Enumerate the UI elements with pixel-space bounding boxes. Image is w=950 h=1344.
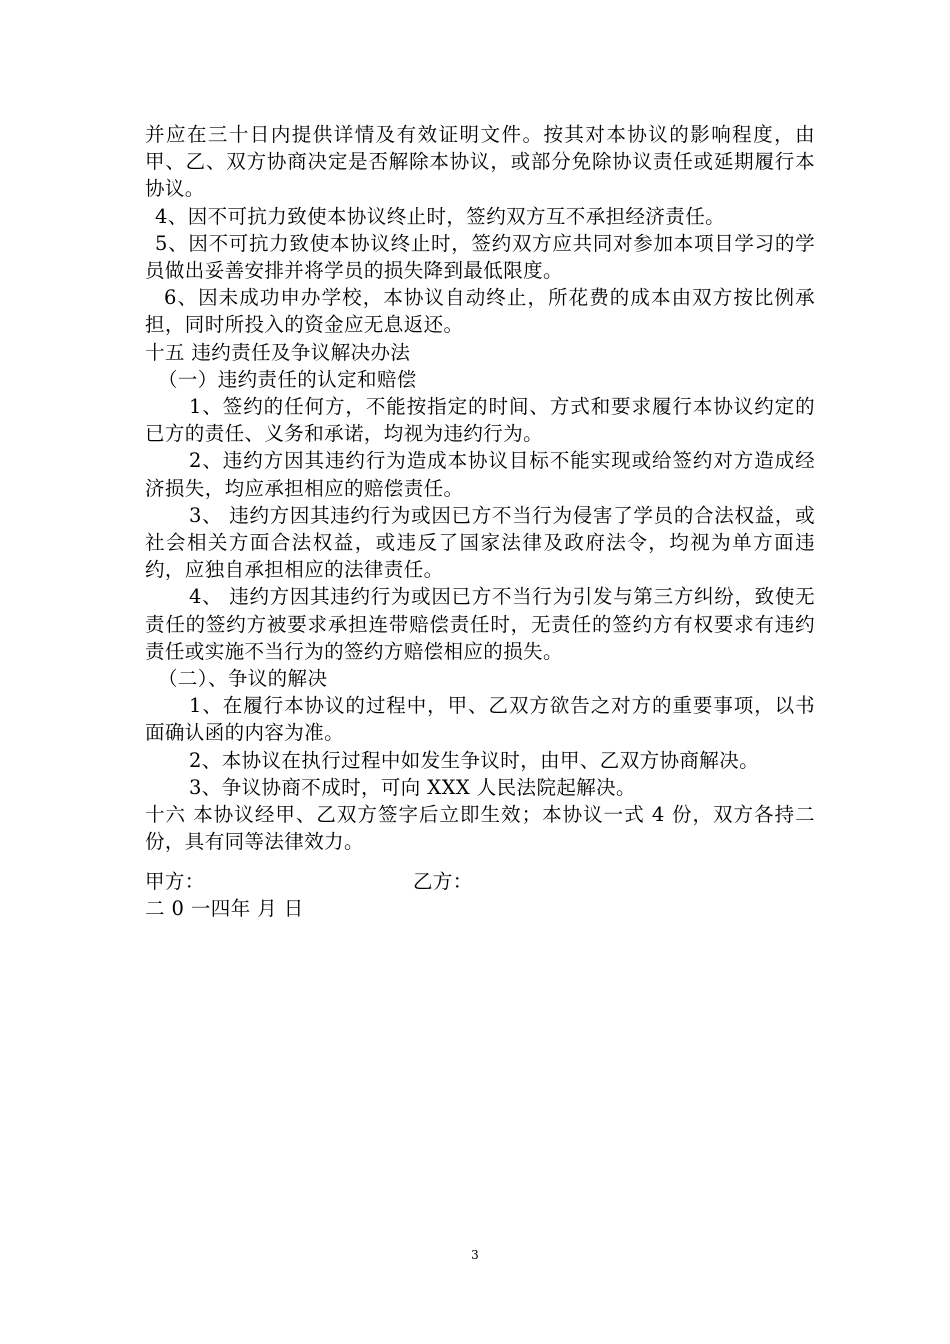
signature-date: 二 0 一四年 月 日 bbox=[145, 897, 304, 921]
subsection-heading-breach: （一）违约责任的认定和赔偿 bbox=[158, 367, 417, 391]
party-a-label: 甲方： bbox=[145, 870, 205, 894]
section-heading-16: 十六 本协议经甲、乙双方签字后立即生效；本协议一式 4 份，双方各持二份，具有同等法律效力。 bbox=[145, 803, 815, 854]
signature-row bbox=[145, 868, 815, 895]
document-body bbox=[145, 121, 815, 923]
section-heading-15: 十五 违约责任及争议解决办法 bbox=[145, 340, 411, 364]
paragraph-clause-4: 4、因不可抗力致使本协议终止时，签约双方互不承担经济责任。 bbox=[155, 204, 726, 228]
paragraph-dispute-2: 2、本协议在执行过程中如发生争议时，由甲、乙双方协商解决。 bbox=[189, 748, 760, 772]
paragraph-breach-3: 3、 违约方因其违约行为或因已方不当行为侵害了学员的合法权益，或社会相关方面合法权益，或违反了国家法律及政府法令，均视为单方面违约，应独自承担相应的法律责任。 bbox=[145, 503, 815, 582]
paragraph-breach-4: 4、 违约方因其违约行为或因已方不当行为引发与第三方纠纷，致使无责任的签约方被要求承担连带赔偿责任时，无责任的签约方有权要求有违约责任或实施不当行为的签约方赔偿相应的损失。 bbox=[145, 585, 815, 663]
paragraph-breach-2: 2、违约方因其违约行为造成本协议目标不能实现或给签约对方造成经济损失，均应承担相应的赔偿责任。 bbox=[145, 449, 815, 500]
paragraph-clause-5: 5、因不可抗力致使本协议终止时，签约双方应共同对参加本项目学习的学员做出妥善安排并将学员的损失降到最低限度。 bbox=[145, 231, 815, 283]
paragraph-dispute-1: 1、在履行本协议的过程中，甲、乙双方欲告之对方的重要事项，以书面确认函的内容为准。 bbox=[145, 694, 815, 745]
party-b-label: 乙方： bbox=[413, 870, 473, 894]
paragraph-breach-1: 1、签约的任何方，不能按指定的时间、方式和要求履行本协议约定的已方的责任、义务和承诺，均视为违约行为。 bbox=[145, 395, 815, 446]
paragraph-clause-6: 6、因未成功申办学校，本协议自动终止，所花费的成本由双方按比例承担，同时所投入的资金应无息返还。 bbox=[145, 286, 815, 337]
subsection-heading-dispute: （二）、争议的解决 bbox=[158, 667, 328, 691]
paragraph-force-majeure-continued: 并应在三十日内提供详情及有效证明文件。按其对本协议的影响程度，由甲、乙、双方协商决定是否解除本协议，或部分免除协议责任或延期履行本协议。 bbox=[145, 123, 815, 201]
page-number: 3 bbox=[471, 1248, 479, 1262]
paragraph-dispute-3: 3、争议协商不成时，可向 XXX 人民法院起解决。 bbox=[189, 775, 636, 799]
